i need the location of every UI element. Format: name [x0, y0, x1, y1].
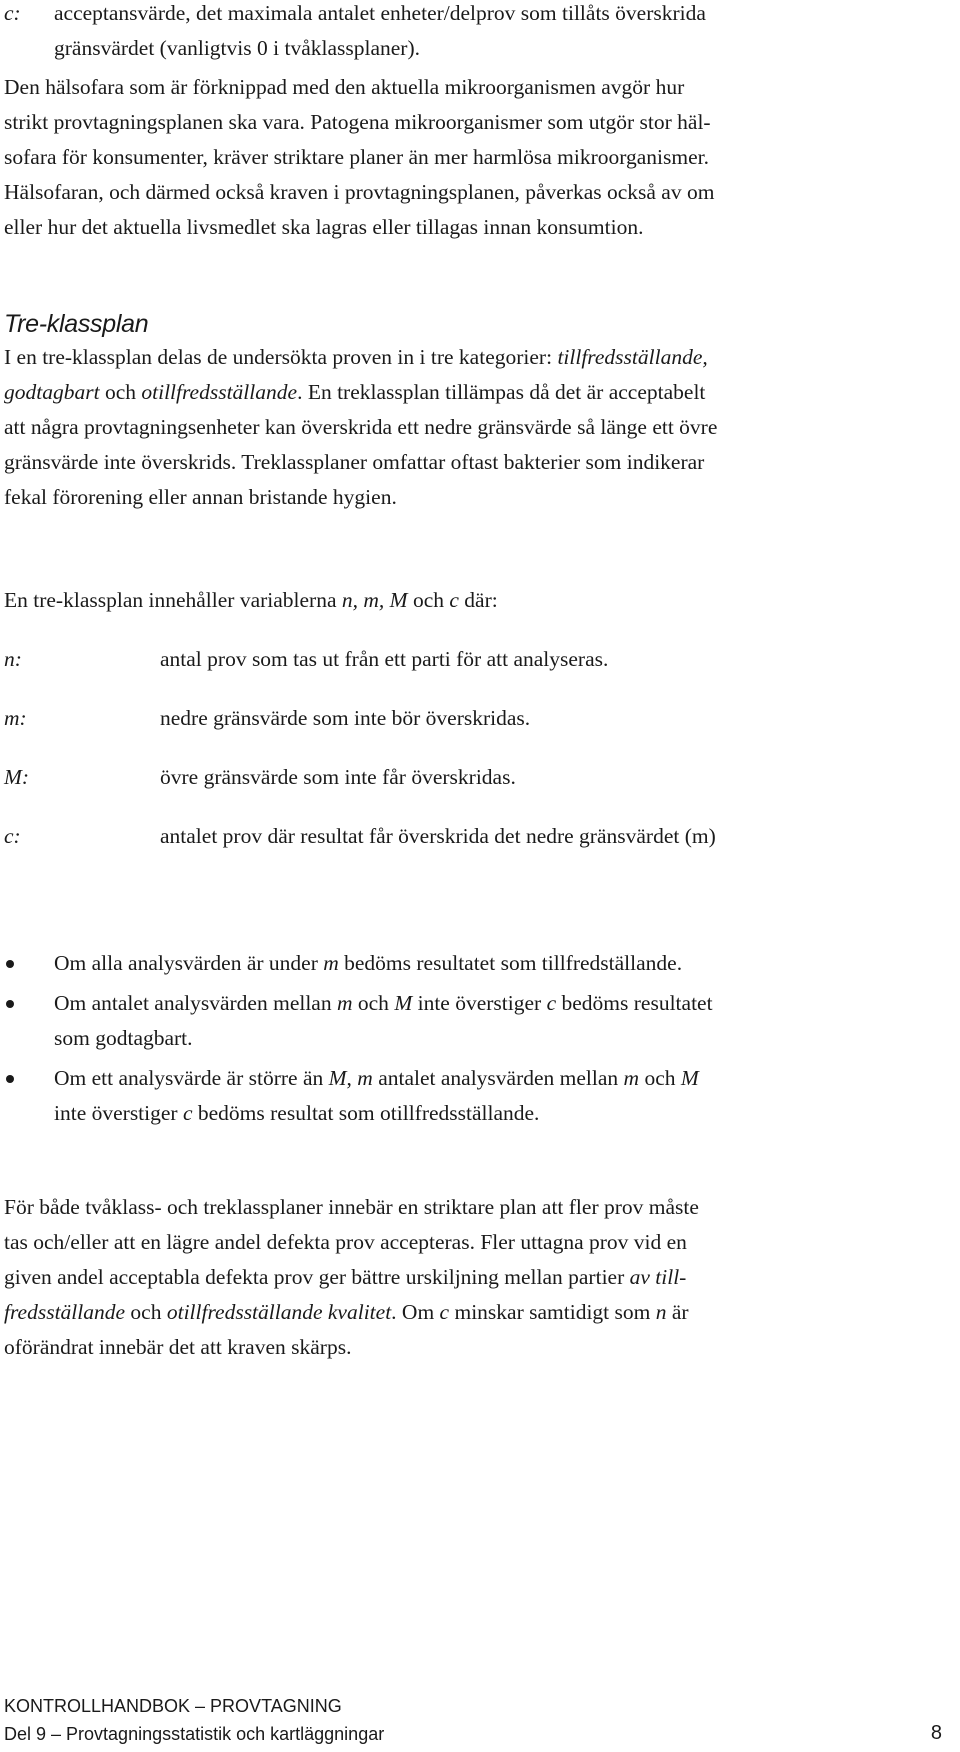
variable: m	[623, 1066, 640, 1090]
final-line	[4, 1260, 934, 1295]
variable: c	[439, 1300, 450, 1324]
definition-row	[4, 701, 934, 736]
text-run: Om ett analysvärde är större än	[54, 1066, 329, 1090]
variable: M	[328, 1066, 347, 1090]
final-line: För både tvåklass- och treklassplaner innebär en striktare plan att fler prov måste	[4, 1195, 699, 1219]
variable: n	[655, 1300, 667, 1324]
variable: m	[336, 991, 353, 1015]
definition-term: n:	[4, 647, 22, 671]
footer-chapter: Del 9 – Provtagningsstatistik och kartläggningar	[4, 1724, 385, 1744]
final-line	[4, 1295, 934, 1330]
section-line: gränsvärde inte överskrids. Treklassplaner omfattar oftast bakterier som indikerar	[4, 450, 705, 474]
variable: c	[546, 991, 557, 1015]
variable: M	[680, 1066, 699, 1090]
variables-intro	[4, 583, 934, 618]
intro-c-definition	[4, 0, 934, 66]
definition-desc: antal prov som tas ut från ett parti för att analyseras.	[160, 647, 609, 671]
text-run: inte överstiger	[412, 991, 547, 1015]
text-run: given andel acceptabla defekta prov ger bättre urskiljning mellan partier	[4, 1265, 630, 1289]
emphasis: otillfredsställande	[141, 380, 298, 404]
text-run: inte överstiger	[54, 1101, 183, 1125]
emphasis: godtagbart	[4, 380, 100, 404]
text-run: bedöms resultat som otillfredsställande.	[192, 1101, 540, 1125]
definition-row	[4, 642, 934, 677]
text-run: ,	[346, 1066, 358, 1090]
footer-publication: KONTROLLHANDBOK – PROVTAGNING	[4, 1696, 342, 1716]
definition-desc: antalet prov där resultat får överskrida det nedre gränsvärdet (m)	[160, 824, 716, 848]
bullet-icon	[6, 1075, 14, 1083]
text-run: och	[125, 1300, 167, 1324]
text-run: bedöms resultatet	[556, 991, 713, 1015]
intro-c-desc-line1: acceptansvärde, det maximala antalet enheter/delprov som tillåts överskrida	[54, 1, 706, 25]
text-run: . En treklassplan tillämpas då det är acceptabelt	[297, 380, 706, 404]
final-paragraph	[4, 1190, 934, 1365]
text-run: I en tre-klassplan delas de undersökta proven in i tre kategorier:	[4, 345, 558, 369]
list-item	[4, 986, 934, 1056]
list-item	[4, 946, 934, 981]
definition-term: M:	[4, 765, 30, 789]
section-line	[4, 340, 934, 375]
text-run: En tre-klassplan innehåller variablerna	[4, 588, 342, 612]
variable: m	[323, 951, 339, 975]
variables-intro-line	[4, 583, 934, 618]
bullet-line: som godtagbart.	[54, 1026, 193, 1050]
text-run: och	[99, 380, 142, 404]
text-run: bedöms resultatet som tillfredställande.	[338, 951, 683, 975]
variable: c	[182, 1101, 193, 1125]
result-criteria-list	[4, 946, 934, 1136]
variable: M	[394, 991, 413, 1015]
section-line	[4, 375, 934, 410]
intro-c-desc-line2: gränsvärdet (vanligtvis 0 i tvåklassplaner).	[54, 36, 420, 60]
bullet-line	[54, 946, 934, 981]
hazard-paragraph	[4, 70, 934, 245]
definition-row	[4, 760, 934, 795]
text-run: Om alla analysvärden är under	[54, 951, 324, 975]
text-run: . Om	[391, 1300, 440, 1324]
emphasis: av till-	[629, 1265, 687, 1289]
list-item	[4, 1061, 934, 1131]
definition-desc: nedre gränsvärde som inte bör överskridas.	[160, 706, 531, 730]
hazard-line: Den hälsofara som är förknippad med den aktuella mikroorganismen avgör hur	[4, 75, 685, 99]
definition-term: m:	[4, 706, 27, 730]
definition-desc: övre gränsvärde som inte får överskridas.	[160, 765, 516, 789]
text-run: och	[639, 1066, 681, 1090]
section-paragraph	[4, 340, 934, 515]
section-line: att några provtagningsenheter kan överskrida ett nedre gränsvärde så länge ett övre	[4, 415, 718, 439]
final-line: tas och/eller att en lägre andel defekta prov accepteras. Fler uttagna prov vid en	[4, 1230, 687, 1254]
hazard-line: strikt provtagningsplanen ska vara. Patogena mikroorganismer som utgör stor häl-	[4, 110, 711, 134]
page-number: 8	[930, 1722, 942, 1744]
bullet-line	[54, 1061, 934, 1096]
bullet-icon	[6, 1000, 14, 1008]
text-run: och	[352, 991, 395, 1015]
variable-c: c	[449, 588, 459, 612]
text-run: minskar samtidigt som	[449, 1300, 656, 1324]
bullet-line	[54, 1096, 934, 1131]
final-line: oförändrat innebär det att kraven skärps.	[4, 1335, 352, 1359]
section-line: fekal förorening eller annan bristande hygien.	[4, 485, 397, 509]
hazard-line: eller hur det aktuella livsmedlet ska lagras eller tillagas innan konsumtion.	[4, 215, 644, 239]
variable-names: n, m, M	[341, 588, 408, 612]
emphasis: tillfredsställande,	[557, 345, 708, 369]
intro-c-term: c:	[4, 1, 21, 25]
text-run: och	[407, 588, 450, 612]
section-heading: Tre-klassplan	[4, 310, 149, 338]
definition-term: c:	[4, 824, 21, 848]
hazard-line: Hälsofaran, och därmed också kraven i provtagningsplanen, påverkas också av om	[4, 180, 715, 204]
hazard-line: sofara för konsumenter, kräver striktare planer än mer harmlösa mikroorganismer.	[4, 145, 710, 169]
bullet-line	[54, 986, 934, 1021]
text-run: antalet analysvärden mellan	[372, 1066, 624, 1090]
text-run: är	[666, 1300, 689, 1324]
emphasis: otillfredsställande kvalitet	[166, 1300, 392, 1324]
variable: m	[357, 1066, 373, 1090]
emphasis: fredsställande	[4, 1300, 126, 1324]
text-run: Om antalet analysvärden mellan	[54, 991, 337, 1015]
text-run: där:	[458, 588, 498, 612]
definition-row	[4, 819, 934, 854]
bullet-icon	[6, 960, 14, 968]
